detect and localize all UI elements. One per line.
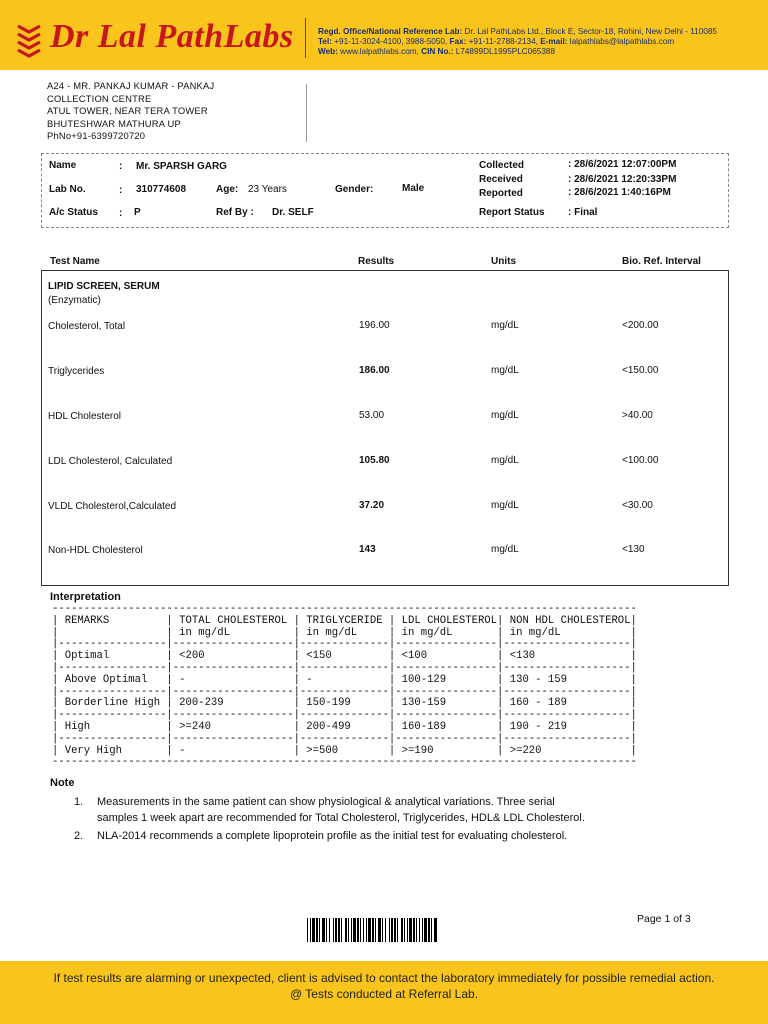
collected-label: Collected — [479, 160, 525, 171]
collected-value: : 28/6/2021 12:07:00PM — [568, 159, 677, 170]
note-number-1: 1. — [74, 796, 84, 808]
reportstatus-label: Report Status — [479, 207, 545, 218]
col-header-test-name: Test Name — [50, 256, 100, 267]
barcode-bar — [434, 918, 437, 942]
labno-label: Lab No. — [49, 184, 86, 195]
result-ref-interval: <200.00 — [622, 320, 659, 331]
note-item-2: NLA-2014 recommends a complete lipoprotein profile as the initial test for evaluating cholesterol. — [97, 830, 568, 842]
result-value: 105.80 — [359, 455, 390, 466]
note-item-1-line-1: Measurements in the same patient can show physiological & analytical variations. Three serial — [97, 796, 555, 808]
result-value: 53.00 — [359, 410, 385, 421]
barcode-bar — [404, 918, 405, 942]
barcode-bar — [307, 918, 308, 942]
barcode-bar — [351, 918, 352, 942]
refby-value: Dr. SELF — [272, 207, 314, 218]
patient-gender: Male — [402, 183, 425, 194]
barcode-bar — [409, 918, 412, 942]
col-header-ref-interval: Bio. Ref. Interval — [622, 256, 701, 267]
results-box — [41, 270, 729, 586]
barcode-bar — [329, 918, 330, 942]
barcode-bar — [366, 918, 367, 942]
col-header-results: Results — [358, 256, 395, 267]
gender-label: Gender: — [335, 184, 374, 195]
result-ref-interval: <150.00 — [622, 365, 659, 376]
note-number-2: 2. — [74, 830, 84, 842]
received-value: : 28/6/2021 12:20:33PM — [568, 174, 677, 185]
received-label: Received — [479, 174, 523, 185]
centre-line-3: ATUL TOWER, NEAR TERA TOWER — [47, 105, 208, 116]
barcode-bar — [357, 918, 359, 942]
barcode-bar — [312, 918, 315, 942]
result-unit: mg/dL — [491, 544, 519, 555]
result-test-name: Triglycerides — [48, 366, 105, 377]
panel-method: (Enzymatic) — [48, 295, 101, 306]
footer-referral-note: @ Tests conducted at Referral Lab. — [289, 987, 479, 1001]
patient-name: Mr. SPARSH GARG — [136, 161, 227, 172]
interpretation-title: Interpretation — [50, 591, 121, 603]
barcode-bar — [353, 918, 356, 942]
barcode-bar — [372, 918, 374, 942]
barcode-bar — [310, 918, 311, 942]
lab-logo-icon — [14, 20, 44, 60]
barcode-bar — [363, 918, 364, 942]
barcode-bar — [422, 918, 423, 942]
barcode-bar — [316, 918, 318, 942]
result-value: 37.20 — [359, 500, 385, 511]
barcode-bar — [416, 918, 417, 942]
page-number: Page 1 of 3 — [637, 913, 691, 925]
result-unit: mg/dL — [491, 455, 519, 466]
acstatus-value: P — [134, 207, 141, 218]
result-ref-interval: <130 — [622, 544, 645, 555]
lab-number: 310774608 — [136, 184, 187, 195]
result-test-name: VLDL Cholesterol,Calculated — [48, 501, 177, 512]
reported-label: Reported — [479, 188, 523, 199]
centre-line-2: COLLECTION CENTRE — [47, 93, 152, 104]
centre-line-1: A24 - MR. PANKAJ KUMAR - PANKAJ — [47, 80, 215, 91]
barcode-bar — [413, 918, 415, 942]
barcode-bar — [360, 918, 361, 942]
header-web-line: Web: www.lalpathlabs.com, CIN No.: L74899DL1995PLC065388 — [318, 47, 555, 56]
barcode-bar — [378, 918, 381, 942]
barcode-bar — [341, 918, 342, 942]
header-contact-line: Tel: +91-11-3024-4100, 3988-5050, Fax: +91-11-2788-2134, E-mail: lalpathlabs@lalpathlabs.com — [318, 37, 675, 46]
acstatus-colon: : — [119, 208, 123, 219]
name-label: Name — [49, 160, 77, 171]
result-value: 143 — [359, 544, 376, 555]
refby-label: Ref By : — [216, 207, 254, 218]
barcode-bar — [382, 918, 383, 942]
labno-colon: : — [119, 185, 123, 196]
result-test-name: Cholesterol, Total — [48, 321, 126, 332]
barcode-bar — [326, 918, 327, 942]
barcode-bar — [401, 918, 403, 942]
patient-age: 23 Years — [248, 184, 287, 195]
result-ref-interval: >40.00 — [622, 410, 653, 421]
reportstatus-value: : Final — [568, 207, 598, 218]
centre-line-4: BHUTESHWAR MATHURA UP — [47, 118, 181, 129]
barcode-bar — [424, 918, 427, 942]
brand-name: Dr Lal PathLabs — [50, 18, 294, 55]
barcode-bar — [397, 918, 398, 942]
name-colon: : — [119, 161, 123, 172]
acstatus-label: A/c Status — [49, 207, 98, 218]
centre-divider — [306, 84, 307, 142]
reported-value: : 28/6/2021 1:40:16PM — [568, 187, 671, 198]
centre-phone: PhNo+91-6399720720 — [47, 130, 146, 141]
header-address-line: Regd. Office/National Reference Lab: Dr. Lal PathLabs Ltd., Block E, Sector-18, Rohini, New Delhi - 110085 — [318, 27, 717, 36]
result-ref-interval: <100.00 — [622, 455, 659, 466]
barcode-bar — [335, 918, 337, 942]
barcode-bar — [338, 918, 340, 942]
result-value: 196.00 — [359, 320, 390, 331]
interpretation-table: -------------------------------------------------------------------------------------------- | REMARKS | TOTAL CHOLESTEROL | TRIGLYCERIDE | LDL CHOLESTEROL| NON HDL CHOLESTEROL| | | in mg/dL | in mg/dL | in mg/dL | in mg/dL | |-----------------|-------------------|--------------|----------------|--------------------| | Optimal | <200 | <150 | <100 | <130 | |-----------------|-------------------|--------------|----------------|--------------------| | Above Optimal | - | - | 100-129 | 130 - 159 | |-----------------|-------------------|--------------|----------------|--------------------| | Borderline High | 200-239 | 150-199 | 130-159 | 160 - 189 | |-----------------|-------------------|--------------|----------------|--------------------| | High | >=240 | 200-499 | 160-189 | 190 - 219 | |-----------------|-------------------|--------------|----------------|--------------------| | Very High | - | >=500 | >=190 | >=220 | -------------------------------------------------------------------------------------------- — [52, 603, 637, 769]
result-test-name: HDL Cholesterol — [48, 411, 121, 422]
result-unit: mg/dL — [491, 500, 519, 511]
result-ref-interval: <30.00 — [622, 500, 653, 511]
barcode-bar — [385, 918, 386, 942]
panel-title: LIPID SCREEN, SERUM — [48, 281, 160, 292]
barcode-bar — [345, 918, 347, 942]
result-test-name: LDL Cholesterol, Calculated — [48, 456, 173, 467]
result-unit: mg/dL — [491, 320, 519, 331]
note-item-1-line-2: samples 1 week apart are recommended for Total Cholesterol, Triglycerides, HDL& LDL Cholesterol. — [97, 812, 585, 824]
barcode-bar — [419, 918, 420, 942]
result-unit: mg/dL — [491, 410, 519, 421]
barcode-bar — [319, 918, 320, 942]
barcode-image — [307, 918, 437, 942]
footer-disclaimer: If test results are alarming or unexpected, client is advised to contact the laboratory immediately for possible remedial action. — [53, 971, 715, 985]
result-value: 186.00 — [359, 365, 390, 376]
barcode-bar — [391, 918, 393, 942]
barcode-bar — [322, 918, 325, 942]
barcode-bar — [375, 918, 376, 942]
result-test-name: Non-HDL Cholesterol — [48, 545, 143, 556]
barcode-bar — [389, 918, 390, 942]
barcode-bar — [407, 918, 408, 942]
barcode-bar — [431, 918, 432, 942]
barcode-bar — [348, 918, 349, 942]
barcode-bar — [394, 918, 396, 942]
header-divider — [305, 18, 306, 58]
barcode-bar — [368, 918, 371, 942]
barcode-bar — [333, 918, 334, 942]
note-title: Note — [50, 777, 75, 789]
age-label: Age: — [216, 184, 239, 195]
col-header-units: Units — [491, 256, 516, 267]
barcode-bar — [428, 918, 430, 942]
result-unit: mg/dL — [491, 365, 519, 376]
